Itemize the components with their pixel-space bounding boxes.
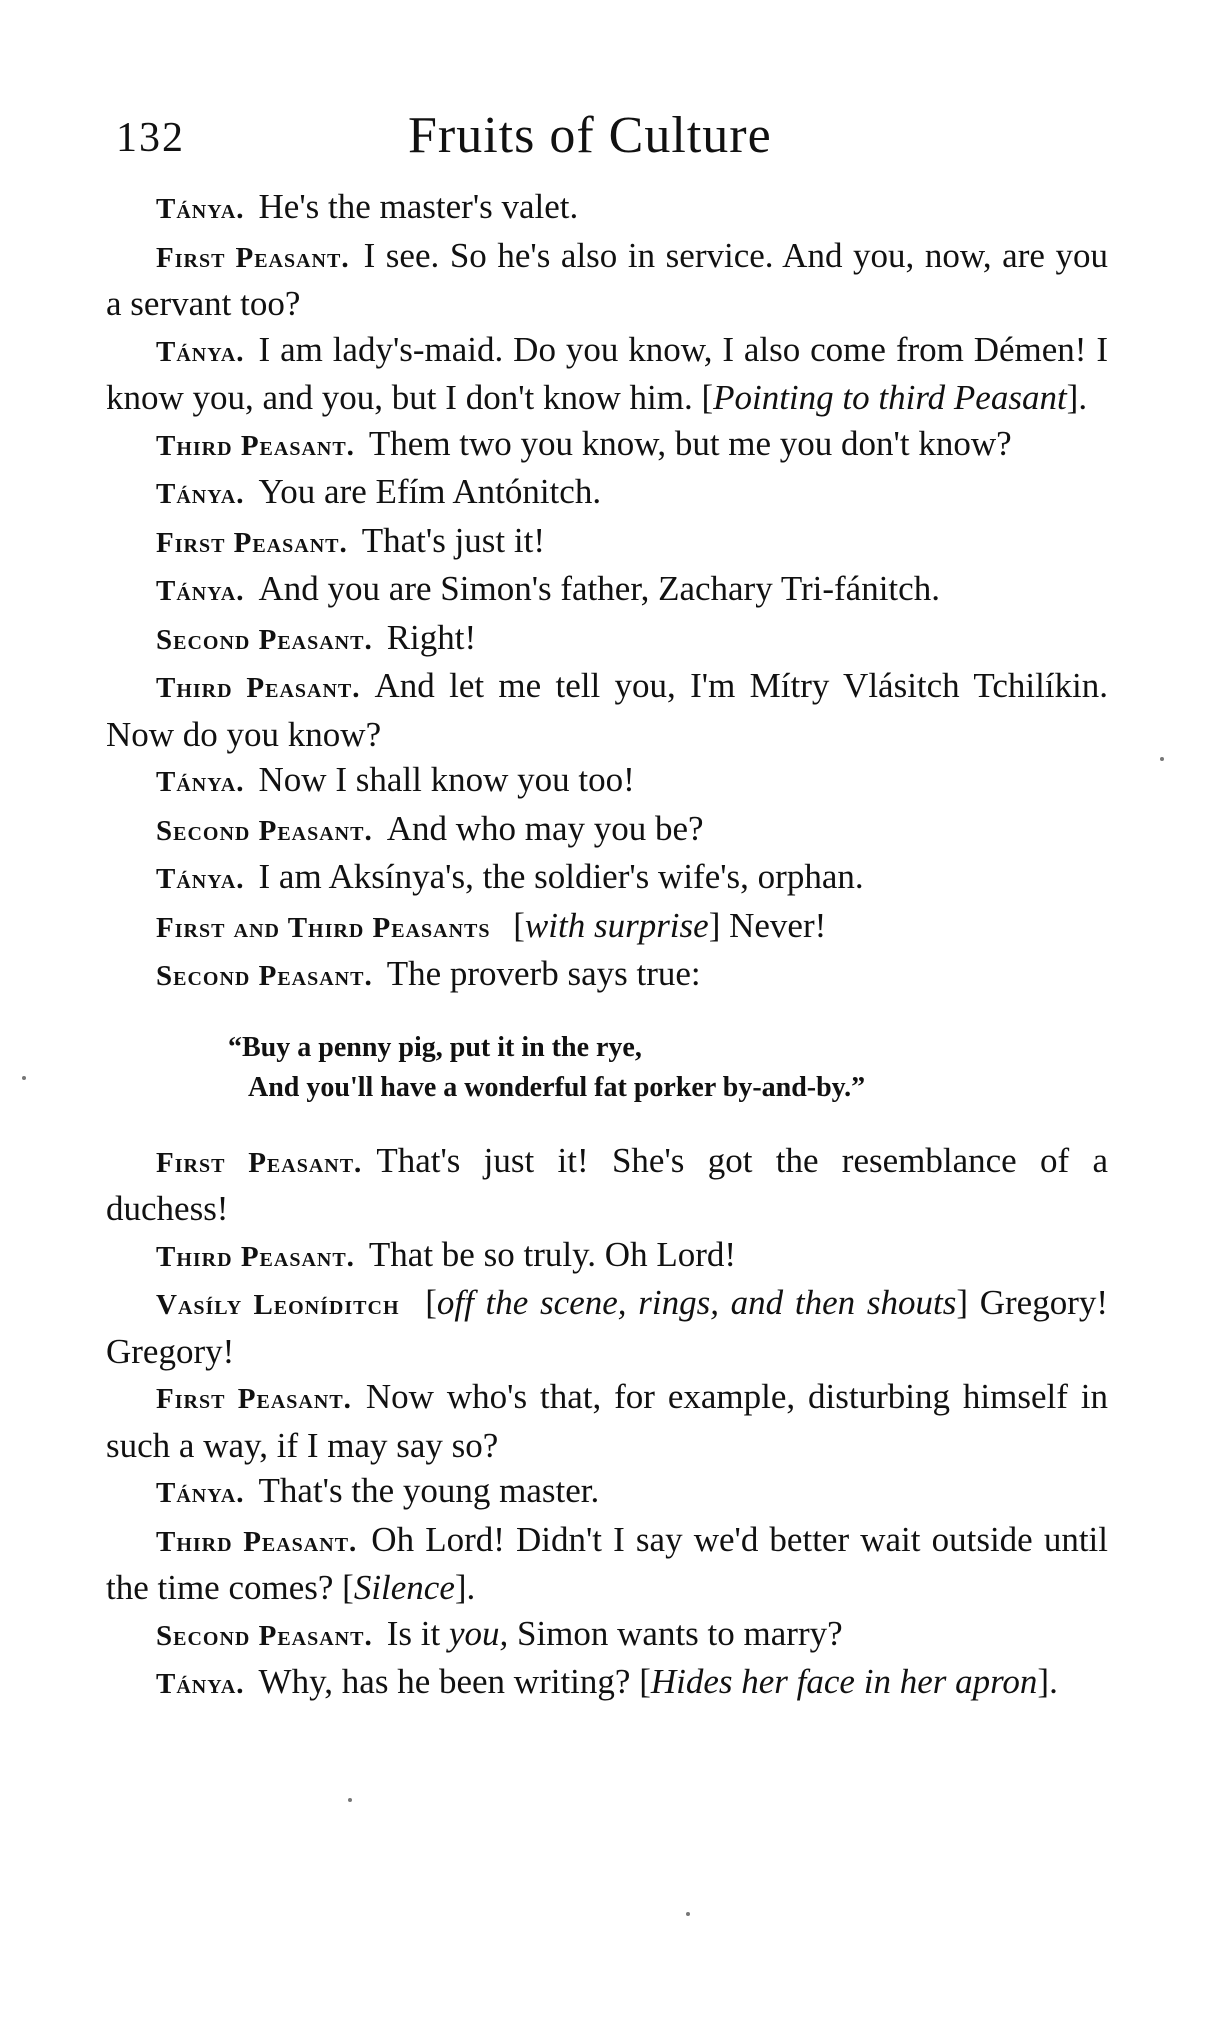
speaker-name: Tánya. <box>156 766 245 798</box>
speech-text: Simon wants to marry? <box>516 1613 843 1653</box>
speaker-name: First Peasant. <box>156 526 348 559</box>
paper-speck <box>22 1076 26 1080</box>
speaker-name: Tánya. <box>156 1477 245 1509</box>
speaker-name: Tánya. <box>156 193 245 225</box>
speech-line <box>106 1232 1108 1281</box>
speech-line <box>106 327 1108 421</box>
proverb-line: And you'll have a wonderful fat porker by-and-by.” <box>248 1071 866 1103</box>
speech-line <box>106 663 1108 757</box>
speaker-name: Second Peasant. <box>156 960 373 992</box>
page-header <box>116 104 1116 174</box>
speaker-name: Third Peasant. <box>156 1525 358 1558</box>
speech-text: Is it <box>386 1613 441 1653</box>
speech-line <box>106 854 1108 903</box>
paper-speck <box>1160 757 1164 761</box>
speech-text: Oh Lord! Didn't I say we'd better wait outside until the time comes? <box>106 1519 1108 1607</box>
speaker-name: Second Peasant. <box>156 623 373 656</box>
speech-text: Now I shall know you too! <box>258 760 635 799</box>
speaker-name: Tánya. <box>156 863 245 895</box>
running-title: Fruits of Culture <box>408 107 772 164</box>
speaker-name: First Peasant. <box>156 1146 363 1179</box>
stage-direction: [Silence]. <box>342 1568 476 1607</box>
speech-line <box>106 1517 1108 1611</box>
speech-line <box>106 233 1108 327</box>
speech-text: Them two you know, but me you don't know? <box>368 423 1012 463</box>
speech-text: And you are Simon's father, Zachary Tri-fánitch. <box>258 569 940 608</box>
speech-text: That's the young master. <box>258 1471 600 1510</box>
speaker-name: First Peasant. <box>156 241 350 274</box>
speech-text: Why, has he been writing? <box>258 1662 631 1701</box>
stage-direction: [with surprise] <box>513 905 721 945</box>
speech-line <box>106 1374 1108 1468</box>
speaker-name: Third Peasant. <box>156 672 361 704</box>
paper-speck <box>686 1912 690 1916</box>
speech-text: That be so truly. Oh Lord! <box>368 1234 737 1274</box>
page-number: 132 <box>116 115 185 161</box>
speech-text: And who may you be? <box>386 808 704 848</box>
speech-text: That's just it! <box>361 520 546 560</box>
speech-text: The proverb says true: <box>386 954 701 993</box>
stage-direction: [off the scene, rings, and then shouts] <box>425 1283 969 1322</box>
speech-text: That's just it! She's got the resemblance of a duchess! <box>106 1140 1108 1228</box>
speech-text: And let me tell you, I'm Mítry Vlásitch Tchilíkin. Now do you know? <box>106 666 1108 754</box>
speaker-name: First Peasant. <box>156 1383 352 1415</box>
speech-text: I am lady's-maid. Do you know, I also come from Démen! I know you, and you, but I don't know him. <box>106 329 1108 417</box>
speaker-name: Third Peasant. <box>156 1240 355 1273</box>
speaker-name: Vasíly Leonídіtch <box>156 1289 400 1321</box>
speech-line <box>106 757 1108 806</box>
stage-direction: [Pointing to third Peasant]. <box>701 378 1088 417</box>
speaker-name: Tánya. <box>156 478 245 510</box>
speech-text: Right! <box>386 617 477 657</box>
speech-text: He's the master's valet. <box>258 187 579 226</box>
speech-text: Gregory! Gregory! <box>106 1283 1109 1371</box>
speaker-name: First and Third Peasants <box>156 911 491 944</box>
stage-direction: [Hides her face in her apron]. <box>639 1662 1058 1701</box>
paper-speck <box>348 1798 352 1802</box>
emphasis-text: you, <box>448 1613 509 1653</box>
speaker-name: Third Peasant. <box>156 429 355 462</box>
speech-text: You are Efím Antónitch. <box>258 472 602 511</box>
speech-line <box>106 1611 1108 1660</box>
speech-line <box>106 184 1108 233</box>
proverb-quote <box>228 1028 1108 1108</box>
speaker-name: Second Peasant. <box>156 814 373 847</box>
speech-line <box>106 951 1108 1000</box>
speaker-name: Tánya. <box>156 1668 245 1700</box>
play-text <box>106 184 1108 1708</box>
speech-text: Never! <box>729 905 827 945</box>
speech-line <box>106 518 1108 567</box>
speech-line <box>106 806 1108 855</box>
proverb-line: “Buy a penny pig, put it in the rye, <box>228 1031 642 1063</box>
speech-line <box>106 1659 1108 1708</box>
speech-line <box>106 421 1108 470</box>
speech-line <box>106 903 1108 952</box>
speaker-name: Tánya. <box>156 575 245 607</box>
speaker-name: Tánya. <box>156 335 245 368</box>
speech-line <box>106 1468 1108 1517</box>
speech-line <box>106 615 1108 664</box>
speech-line <box>106 1280 1108 1374</box>
speech-text: I see. So he's also in service. And you, now, are you a servant too? <box>106 235 1108 323</box>
speech-text: I am Aksínya's, the soldier's wife's, orphan. <box>258 857 864 896</box>
speech-line <box>106 469 1108 518</box>
speech-line <box>106 566 1108 615</box>
speech-text: Now who's that, for example, disturbing himself in such a way, if I may say so? <box>106 1377 1108 1465</box>
speaker-name: Second Peasant. <box>156 1619 373 1652</box>
speech-line <box>106 1138 1108 1232</box>
